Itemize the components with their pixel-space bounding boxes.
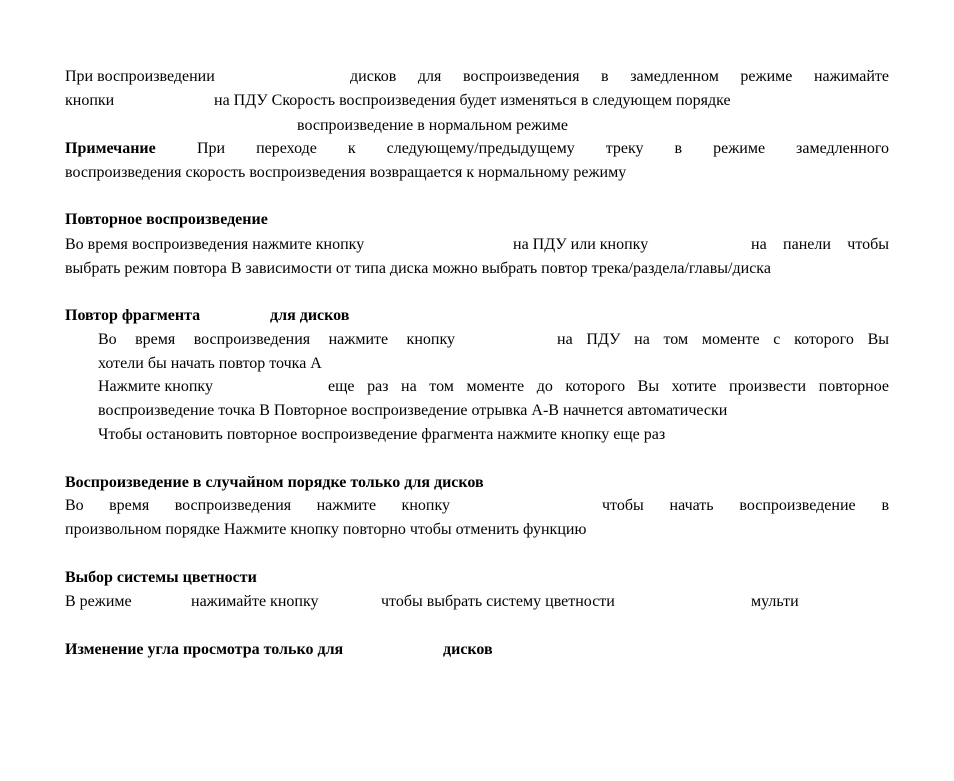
color-system-text-b: нажимайте кнопку — [191, 593, 319, 610]
ab-repeat-text-1b: на ПДУ на том моменте с которого Вы — [557, 331, 889, 348]
ab-repeat-text-3a: Нажмите кнопку — [98, 378, 213, 395]
random-heading: Воспроизведение в случайном порядке только для дисков — [65, 474, 484, 491]
repeat-text-1b: на ПДУ или кнопку — [513, 236, 649, 253]
random-text-1a: Во время воспроизведения нажмите кнопку — [65, 497, 450, 514]
slow-motion-text-3: воспроизведение в нормальном режиме — [297, 117, 568, 134]
ab-repeat-heading-a: Повтор фрагмента — [65, 307, 201, 324]
slow-motion-text-2b: на ПДУ Скорость воспроизведения будет изменяться в следующем порядке — [214, 92, 731, 109]
repeat-text-1c: на панели чтобы — [751, 236, 889, 253]
color-system-heading: Выбор системы цветности — [65, 569, 257, 586]
slow-motion-text-2a: кнопки — [65, 92, 115, 109]
angle-heading-a: Изменение угла просмотра только для — [65, 641, 344, 658]
ab-repeat-text-5: Чтобы остановить повторное воспроизведение фрагмента нажмите кнопку еще раз — [98, 426, 666, 443]
ab-repeat-text-1a: Во время воспроизведения нажмите кнопку — [98, 331, 455, 348]
repeat-text-2: выбрать режим повтора В зависимости от типа диска можно выбрать повтор трека/раздела/главы/диска — [65, 260, 771, 277]
repeat-heading: Повторное воспроизведение — [65, 211, 268, 228]
repeat-text-1a: Во время воспроизведения нажмите кнопку — [65, 236, 365, 253]
note-text: При переходе к следующему/предыдущему треку в режиме замедленного — [197, 140, 889, 157]
slow-motion-text-1a: При воспроизведении — [65, 68, 215, 85]
color-system-text-c: чтобы выбрать систему цветности — [381, 593, 615, 610]
note-text-line2: воспроизведения скорость воспроизведения возвращается к нормальному режиму — [65, 164, 627, 181]
ab-repeat-text-3b: еще раз на том моменте до которого Вы хотите произвести повторное — [328, 378, 889, 395]
ab-repeat-text-2: хотели бы начать повтор точка А — [98, 355, 322, 372]
angle-heading-b: дисков — [443, 641, 493, 658]
note-label: Примечание — [65, 140, 156, 157]
slow-motion-text-1b: дисков для воспроизведения в замедленном режиме нажимайте — [350, 68, 889, 85]
random-text-1b: чтобы начать воспроизведение в — [602, 497, 889, 514]
random-text-2: произвольном порядке Нажмите кнопку повторно чтобы отменить функцию — [65, 521, 587, 538]
ab-repeat-text-4: воспроизведение точка В Повторное воспроизведение отрывка А-В начнется автоматически — [98, 402, 728, 419]
color-system-text-d: мульти — [751, 593, 799, 610]
ab-repeat-heading-b: для дисков — [270, 307, 350, 324]
color-system-text-a: В режиме — [65, 593, 132, 610]
